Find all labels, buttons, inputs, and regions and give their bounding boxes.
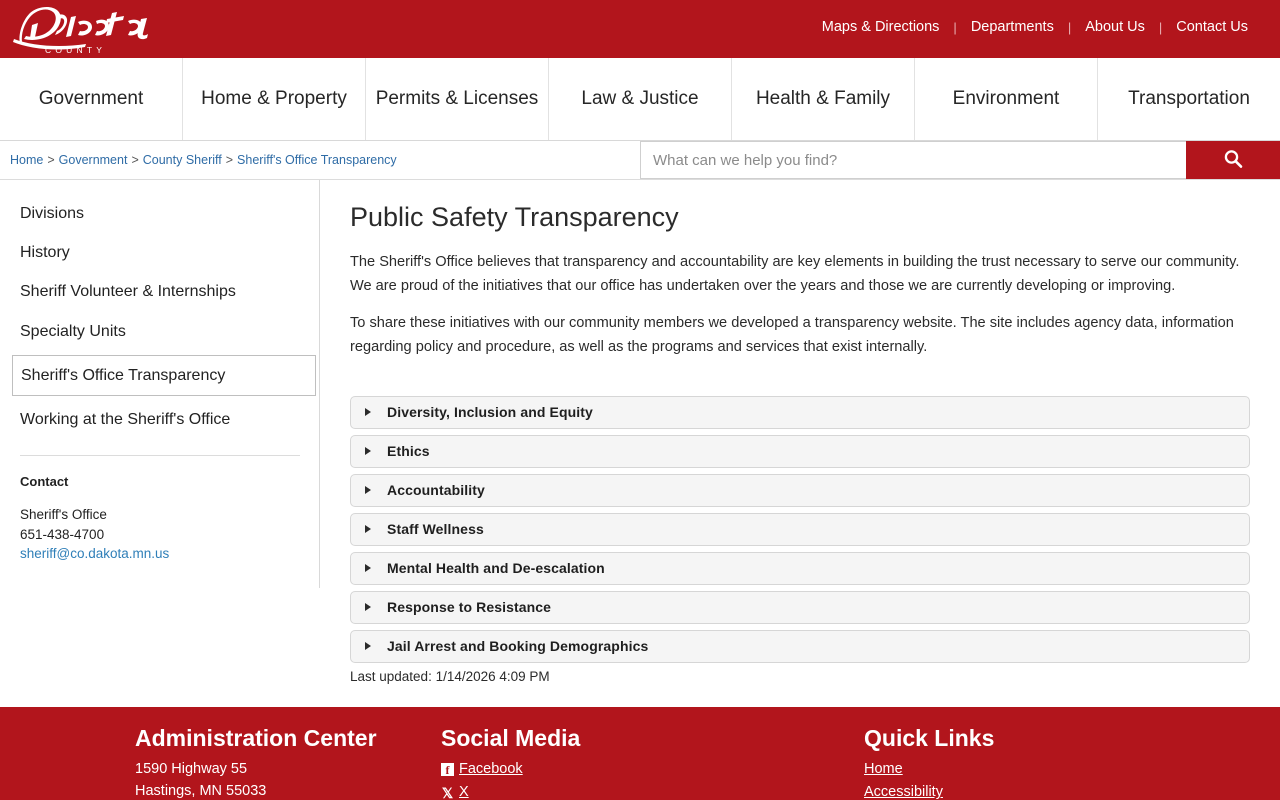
top-nav-separator: |	[1067, 19, 1072, 35]
accordion-jail-arrest-and-booking-demographics[interactable]	[350, 630, 1250, 663]
accordion-list	[350, 396, 1250, 663]
main-content	[320, 180, 1280, 707]
footer-social-column	[420, 725, 840, 800]
accordion-diversity-inclusion-and-equity[interactable]	[350, 396, 1250, 429]
footer-quicklinks-column	[840, 725, 1280, 800]
accordion-label: Ethics	[387, 443, 430, 460]
breadcrumb-search-row	[0, 141, 1280, 180]
footer-quicklink-accessibility[interactable]: Accessibility	[864, 784, 943, 800]
footer-admin-address-line1: 1590 Highway 55	[135, 761, 248, 777]
footer-quicklinks-heading: Quick Links	[864, 725, 995, 751]
nav-item-environment[interactable]: Environment	[915, 58, 1098, 140]
sidebar-item-working-at-the-sheriffs-office[interactable]: Working at the Sheriff's Office	[20, 410, 231, 428]
page-content	[0, 180, 1280, 707]
breadcrumb	[0, 141, 640, 179]
footer-admin-heading: Administration Center	[135, 725, 377, 751]
top-nav-link-about-us[interactable]: About Us	[1085, 19, 1145, 35]
nav-item-permits-licenses[interactable]: Permits & Licenses	[366, 58, 549, 140]
top-bar	[0, 0, 1280, 58]
facebook-icon: f	[441, 763, 454, 776]
footer-social-link-x[interactable]: X	[459, 784, 469, 800]
contact-heading: Contact	[20, 474, 69, 490]
top-nav-link-maps-directions[interactable]: Maps & Directions	[821, 19, 940, 35]
footer-admin-address-line2: Hastings, MN 55033	[135, 783, 267, 800]
search-button[interactable]	[1186, 141, 1280, 179]
accordion-accountability[interactable]	[350, 474, 1250, 507]
sidebar-item-specialty-units[interactable]: Specialty Units	[20, 322, 126, 340]
footer-social-item-x[interactable]	[441, 781, 840, 800]
chevron-right-icon	[365, 447, 371, 455]
footer-social-item-facebook[interactable]	[441, 758, 840, 781]
sidebar-item-history[interactable]: History	[20, 244, 70, 262]
sidebar	[0, 180, 320, 707]
top-nav-separator: |	[1158, 19, 1163, 35]
nav-item-home-property[interactable]: Home & Property	[183, 58, 366, 140]
nav-item-government[interactable]: Government	[0, 58, 183, 140]
last-updated-text: Last updated: 1/14/2026 4:09 PM	[350, 668, 550, 684]
chevron-right-icon	[365, 603, 371, 611]
chevron-right-icon	[365, 525, 371, 533]
breadcrumb-separator: >	[131, 153, 139, 167]
contact-details	[20, 505, 308, 564]
nav-item-transportation[interactable]: Transportation	[1128, 87, 1250, 109]
contact-email-link[interactable]: sheriff@co.dakota.mn.us	[20, 546, 170, 562]
breadcrumb-item-home[interactable]: Home	[10, 153, 44, 167]
accordion-ethics[interactable]	[350, 435, 1250, 468]
site-search	[640, 141, 1280, 179]
breadcrumb-separator: >	[225, 153, 234, 167]
main-navigation	[0, 58, 1280, 141]
sidebar-divider	[20, 455, 300, 456]
footer-social-link-facebook[interactable]: Facebook	[459, 761, 523, 777]
footer-quicklink-home[interactable]: Home	[864, 761, 903, 777]
search-input[interactable]	[640, 141, 1186, 179]
x-icon: 𝕏	[441, 784, 454, 800]
contact-phone: 651-438-4700	[20, 526, 105, 542]
sidebar-item-sheriffs-office-transparency[interactable]: Sheriff's Office Transparency	[12, 355, 316, 396]
top-utility-nav	[808, 19, 1262, 35]
dakota-county-logo[interactable]	[8, 3, 168, 55]
contact-office: Sheriff's Office	[20, 507, 107, 523]
accordion-label: Accountability	[387, 482, 485, 499]
chevron-right-icon	[365, 642, 371, 650]
accordion-label: Staff Wellness	[387, 521, 484, 538]
accordion-staff-wellness[interactable]	[350, 513, 1250, 546]
nav-item-health-family[interactable]: Health & Family	[732, 58, 915, 140]
accordion-label: Mental Health and De-escalation	[387, 560, 605, 577]
accordion-label: Diversity, Inclusion and Equity	[387, 404, 593, 421]
search-icon	[1222, 148, 1244, 173]
sidebar-item-divisions[interactable]: Divisions	[20, 205, 85, 222]
top-nav-link-contact-us[interactable]: Contact Us	[1176, 19, 1248, 35]
intro-paragraph-2: To share these initiatives with our community members we developed a transparency website. The site includes agency data, information regarding policy and procedure, as well as the programs and services that exist internally.	[350, 315, 1234, 355]
page-title: Public Safety Transparency	[350, 202, 679, 232]
footer-social-heading: Social Media	[441, 725, 581, 751]
top-nav-link-departments[interactable]: Departments	[970, 19, 1054, 35]
top-nav-separator: |	[953, 19, 957, 35]
chevron-right-icon	[365, 564, 371, 572]
breadcrumb-item-sheriffs-office-transparency[interactable]: Sheriff's Office Transparency	[237, 153, 397, 167]
chevron-right-icon	[365, 408, 371, 416]
accordion-mental-health-and-de-escalation[interactable]	[350, 552, 1250, 585]
intro-paragraph-1: The Sheriff's Office believes that transparency and accountability are key elements in building the trust necessary to serve our community. We are proud of the initiatives that our office has undertaken over the years and those we are currently developing or improving.	[350, 254, 1240, 294]
accordion-response-to-resistance[interactable]	[350, 591, 1250, 624]
accordion-label: Jail Arrest and Booking Demographics	[387, 638, 649, 655]
sidebar-item-sheriff-volunteer-internships[interactable]: Sheriff Volunteer & Internships	[20, 283, 236, 301]
nav-item-law-justice[interactable]: Law & Justice	[549, 58, 732, 140]
breadcrumb-separator: >	[47, 153, 55, 167]
chevron-right-icon	[365, 486, 371, 494]
svg-text:COUNTY: COUNTY	[45, 45, 107, 55]
footer-admin-column	[0, 725, 420, 800]
site-footer	[0, 707, 1280, 800]
accordion-label: Response to Resistance	[387, 599, 552, 616]
breadcrumb-item-county-sheriff[interactable]: County Sheriff	[142, 153, 222, 167]
breadcrumb-item-government[interactable]: Government	[58, 153, 128, 167]
